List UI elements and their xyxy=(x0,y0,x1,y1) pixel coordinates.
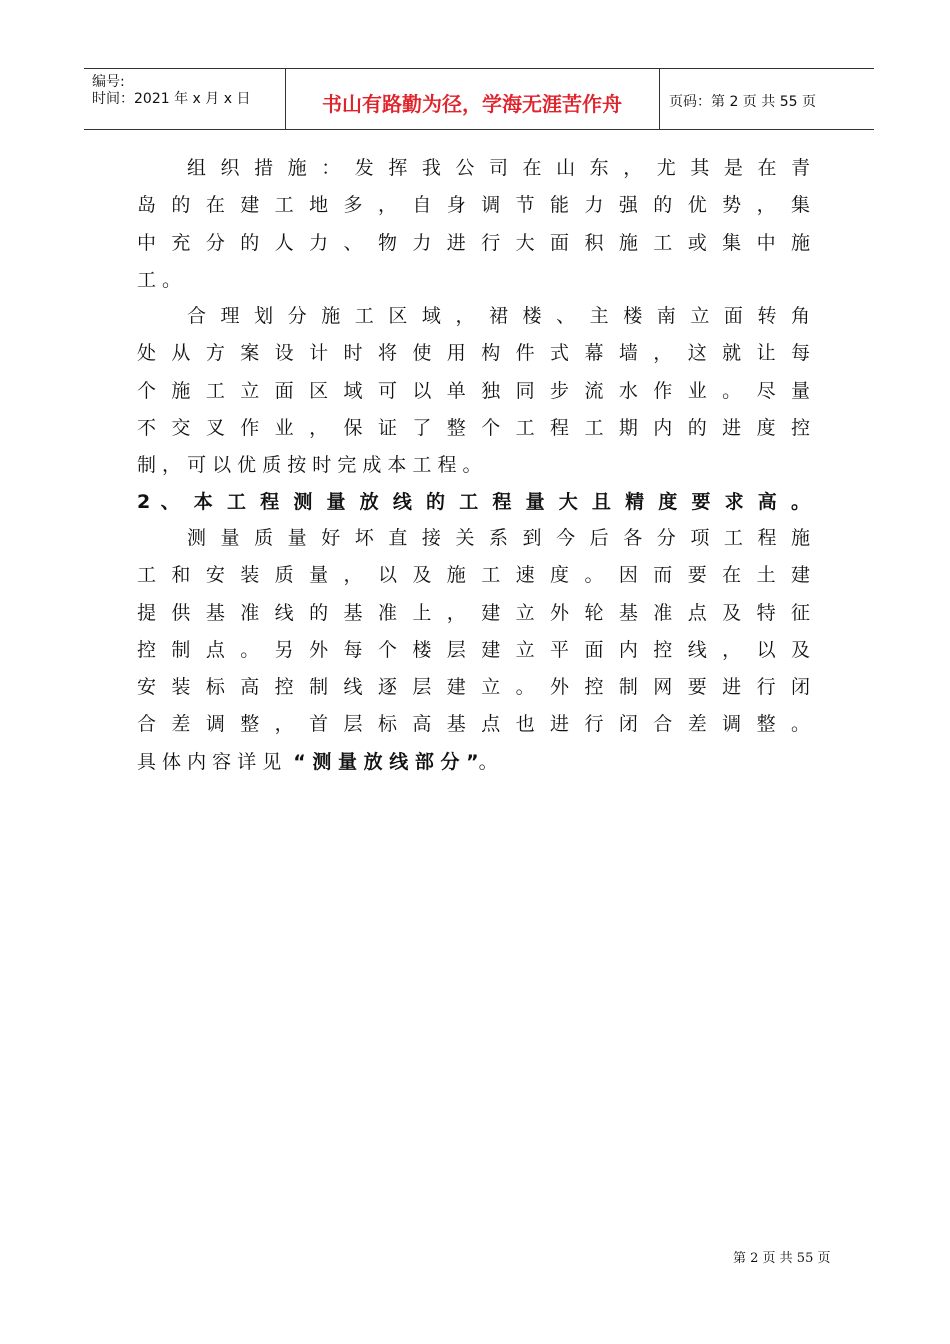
reference-section-title: “ 测 量 放 线 部 分 ” xyxy=(293,750,479,773)
reference-prefix: 具 体 内 容 详 见 xyxy=(137,750,282,773)
reference-suffix: 。 xyxy=(478,750,498,773)
text-line: 组 织 措 施 ： 发 挥 我 公 司 在 山 东 ， 尤 其 是 在 青 xyxy=(187,157,810,179)
text-line: 中 充 分 的 人 力 、 物 力 进 行 大 面 积 施 工 或 集 中 施 xyxy=(137,231,810,254)
text-line: 制 ， 可 以 优 质 按 时 完 成 本 工 程 。 xyxy=(137,454,482,477)
text-line: 测 量 质 量 好 坏 直 接 关 系 到 今 后 各 分 项 工 程 施 xyxy=(187,527,810,549)
text-line: 提 供 基 准 线 的 基 准 上 ， 建 立 外 轮 基 准 点 及 特 征 xyxy=(137,601,810,624)
text-line-reference xyxy=(137,744,810,781)
paragraph-organization-measures xyxy=(137,150,810,299)
text-line: 岛 的 在 建 工 地 多 ， 自 身 调 节 能 力 强 的 优 势 ， 集 xyxy=(137,194,810,217)
text-line: 个 施 工 立 面 区 域 可 以 单 独 同 步 流 水 作 业 。 尽 量 xyxy=(137,379,810,402)
header-motto-cell xyxy=(285,69,660,129)
section-heading-text: 2 、 本 工 程 测 量 放 线 的 工 程 量 大 且 精 度 要 求 高 。 xyxy=(137,491,810,513)
text-line: 合 理 划 分 施 工 区 域 ， 裙 楼 、 主 楼 南 立 面 转 角 xyxy=(187,305,810,327)
header-motto: 书山有路勤为径，学海无涯苦作舟 xyxy=(322,92,622,116)
document-date: 时间：2021 年 x 月 x 日 xyxy=(92,91,251,107)
text-line: 工 。 xyxy=(137,268,182,291)
text-line: 控 制 点 。 另 外 每 个 楼 层 建 立 平 面 内 控 线 ， 以 及 xyxy=(137,638,810,661)
section-heading-2 xyxy=(137,484,810,521)
page-footer: 第 2 页 共 55 页 xyxy=(733,1251,831,1266)
document-number-label: 编号: xyxy=(92,74,125,90)
header-page-info: 页码：第 2 页 共 55 页 xyxy=(669,94,816,110)
page-header xyxy=(84,68,874,130)
paragraph-surveying xyxy=(137,520,810,781)
paragraph-construction-zones xyxy=(137,298,810,484)
text-line: 处 从 方 案 设 计 时 将 使 用 构 件 式 幕 墙 ， 这 就 让 每 xyxy=(137,342,810,365)
text-line: 合 差 调 整 ， 首 层 标 高 基 点 也 进 行 闭 合 差 调 整 。 xyxy=(137,713,810,736)
text-line: 不 交 叉 作 业 ， 保 证 了 整 个 工 程 工 期 内 的 进 度 控 xyxy=(137,416,810,439)
header-meta-cell xyxy=(84,69,286,129)
header-page-cell xyxy=(659,69,874,129)
text-line: 工 和 安 装 质 量 ， 以 及 施 工 速 度 。 因 而 要 在 土 建 xyxy=(137,564,810,587)
text-line: 安 装 标 高 控 制 线 逐 层 建 立 。 外 控 制 网 要 进 行 闭 xyxy=(137,676,810,699)
